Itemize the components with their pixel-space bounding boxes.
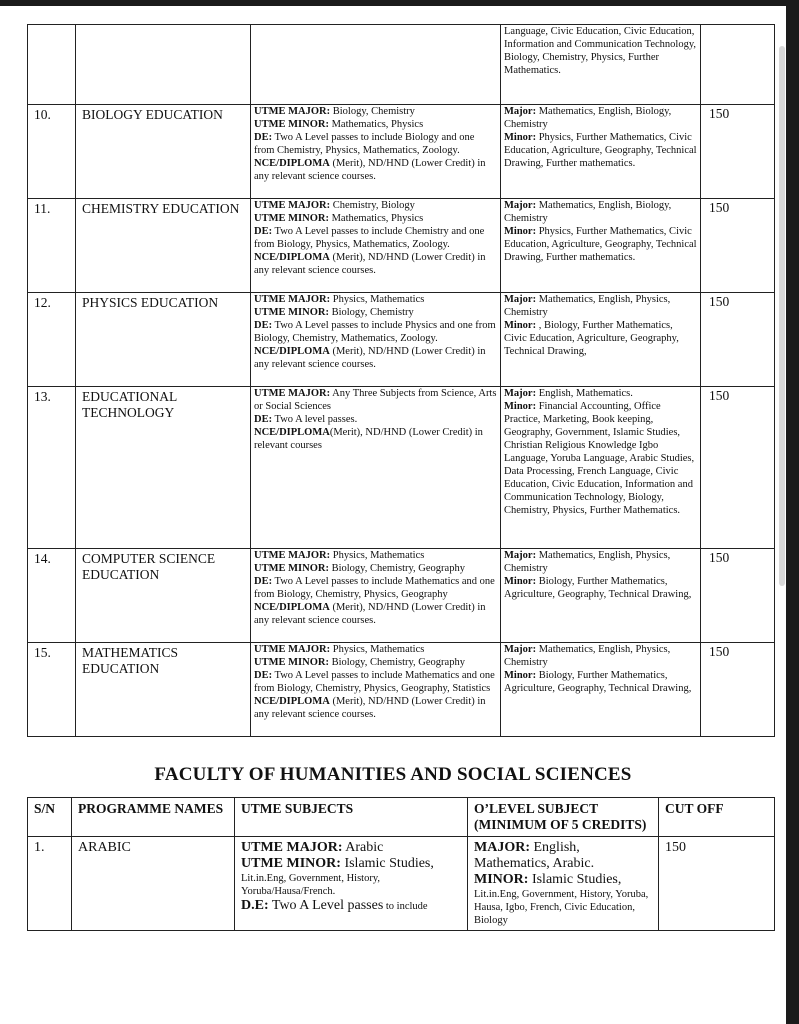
olevel-text: English, Mathematics. (536, 388, 633, 399)
utme-label: NCE/DIPLOMA (254, 696, 330, 707)
utme-text: Physics, Mathematics (330, 644, 425, 655)
utme-text: Two A Level passes to include Biology and one from Chemistry, Physics, Mathematics, Zoology. (254, 132, 475, 156)
utme-line (254, 601, 497, 627)
row-sn: 13. (28, 387, 76, 549)
utme-label: UTME MINOR: (254, 657, 329, 668)
programmes-table-education (27, 24, 775, 737)
utme-line (254, 225, 497, 251)
row-cutoff: 150 (701, 643, 775, 737)
row-utme (251, 293, 501, 387)
olevel-line (504, 549, 697, 575)
olevel-text: Mathematics, English, Biology, Chemistry (504, 200, 672, 224)
table-header-row (28, 798, 775, 837)
utme-text: Two A Level passes to include Mathematics and one from Biology, Chemistry, Physics, Geography (254, 576, 495, 600)
ol-major-text: English, Mathematics, Arabic. (474, 840, 595, 871)
utme-text: (Merit), ND/HND (Lower Credit) in any relevant science courses. (254, 696, 486, 720)
row-olevel (501, 549, 701, 643)
olevel-line (504, 293, 697, 319)
row-utme (251, 105, 501, 199)
utme-text: (Merit), ND/HND (Lower Credit) in any relevant science courses. (254, 602, 486, 626)
olevel-text: Physics, Further Mathematics, Civic Education, Agriculture, Geography, Technical Drawing, Further mathematics. (504, 226, 697, 263)
olevel-label: Major: (504, 550, 537, 561)
utme-line (254, 345, 497, 371)
utme-text: Any Three Subjects from Science, Arts or Social Sciences (254, 388, 497, 412)
olevel-line (504, 575, 697, 601)
utme-major-text: Arabic (342, 840, 384, 855)
utme-text: Physics, Mathematics (330, 550, 425, 561)
olevel-label: Minor: (504, 670, 537, 681)
utme-text: Physics, Mathematics (330, 294, 425, 305)
olevel-label: Minor: (504, 226, 537, 237)
row-programme: ARABIC (72, 837, 235, 931)
utme-text: Two A Level passes to include Chemistry and one from Biology, Physics, Mathematics, Zoology. (254, 226, 485, 250)
row-olevel (501, 293, 701, 387)
row-sn: 14. (28, 549, 76, 643)
de-label: D.E: (241, 898, 269, 913)
utme-line (254, 656, 497, 669)
olevel-label: Major: (504, 388, 537, 399)
row-cutoff: 150 (659, 837, 775, 931)
utme-label: NCE/DIPLOMA (254, 346, 330, 357)
row-cutoff: 150 (701, 105, 775, 199)
utme-label: UTME MAJOR: (254, 200, 331, 211)
row-sn: 12. (28, 293, 76, 387)
table-row (28, 643, 775, 737)
row-olevel (501, 105, 701, 199)
utme-label: UTME MAJOR: (254, 388, 331, 399)
header-programme: PROGRAMME NAMES (72, 798, 235, 837)
utme-line (254, 319, 497, 345)
row-utme (251, 25, 501, 105)
ol-minor-subjects: Lit.in.Eng, Government, History, Yoruba, Hausa, Igbo, French, Civic Education, Biology (474, 889, 649, 926)
olevel-line (504, 105, 697, 131)
row-cutoff: 150 (701, 293, 775, 387)
header-cutoff: CUT OFF (659, 798, 775, 837)
utme-text: Two A Level passes to include Mathematics and one from Biology, Chemistry, Physics, Geography, Statistics (254, 670, 495, 694)
row-olevel (501, 199, 701, 293)
utme-label: UTME MINOR: (254, 119, 329, 130)
olevel-line (504, 131, 697, 170)
row-programme: BIOLOGY EDUCATION (76, 105, 251, 199)
row-programme: CHEMISTRY EDUCATION (76, 199, 251, 293)
row-programme: COMPUTER SCIENCE EDUCATION (76, 549, 251, 643)
utme-line (254, 426, 497, 452)
utme-line (254, 306, 497, 319)
olevel-text: , Biology, Further Mathematics, Civic Education, Agriculture, Geography, Technical Drawing, (504, 320, 679, 357)
ol-minor-label: MINOR: (474, 872, 529, 887)
scrollbar[interactable] (779, 46, 785, 586)
utme-line (254, 293, 497, 306)
utme-label: NCE/DIPLOMA (254, 427, 330, 438)
row-programme: MATHEMATICS EDUCATION (76, 643, 251, 737)
utme-line (254, 105, 497, 118)
olevel-line (504, 225, 697, 264)
header-olevel: O’LEVEL SUBJECT (MINIMUM OF 5 CREDITS) (468, 798, 659, 837)
olevel-label: Major: (504, 200, 537, 211)
olevel-label: Minor: (504, 132, 537, 143)
olevel-line (504, 669, 697, 695)
row-cutoff (701, 25, 775, 105)
utme-text: Biology, Chemistry (328, 307, 414, 318)
row-olevel (501, 25, 701, 105)
utme-line (254, 212, 497, 225)
table-row (28, 549, 775, 643)
olevel-label: Minor: (504, 401, 537, 412)
utme-label: DE: (254, 670, 273, 681)
row-olevel (468, 837, 659, 931)
utme-label: UTME MAJOR: (254, 644, 331, 655)
olevel-line (504, 199, 697, 225)
row-olevel (501, 387, 701, 549)
utme-line (254, 251, 497, 277)
utme-line (254, 118, 497, 131)
olevel-text: Mathematics, English, Biology, Chemistry (504, 106, 672, 130)
row-utme (251, 643, 501, 737)
row-programme (76, 25, 251, 105)
olevel-text: Mathematics, English, Physics, Chemistry (504, 294, 671, 318)
utme-text: (Merit), ND/HND (Lower Credit) in any relevant science courses. (254, 158, 486, 182)
utme-line (254, 643, 497, 656)
utme-label: NCE/DIPLOMA (254, 252, 330, 263)
table-row (28, 387, 775, 549)
olevel-line (504, 387, 697, 400)
utme-line (254, 387, 497, 413)
olevel-text: Physics, Further Mathematics, Civic Education, Agriculture, Geography, Technical Drawing, Further mathematics. (504, 132, 697, 169)
row-cutoff: 150 (701, 549, 775, 643)
olevel-line (504, 643, 697, 669)
utme-label: UTME MINOR: (254, 563, 329, 574)
utme-line (254, 199, 497, 212)
olevel-label: Major: (504, 294, 537, 305)
row-utme (251, 549, 501, 643)
utme-text: (Merit), ND/HND (Lower Credit) in relevant courses (254, 427, 483, 451)
ol-major-label: MAJOR: (474, 840, 530, 855)
olevel-line (504, 25, 697, 77)
olevel-label: Minor: (504, 576, 537, 587)
row-utme (251, 199, 501, 293)
utme-label: UTME MAJOR: (254, 550, 331, 561)
utme-text: Mathematics, Physics (328, 119, 424, 130)
table-row (28, 837, 775, 931)
row-sn: 11. (28, 199, 76, 293)
utme-text: Biology, Chemistry (330, 106, 415, 117)
utme-minor-label: UTME MINOR: (241, 856, 341, 871)
row-utme (235, 837, 468, 931)
row-programme: EDUCATIONAL TECHNOLOGY (76, 387, 251, 549)
utme-line (254, 413, 497, 426)
table-row (28, 25, 775, 105)
utme-label: DE: (254, 414, 273, 425)
olevel-text: Mathematics, English, Physics, Chemistry (504, 644, 671, 668)
utme-text: Biology, Chemistry, Geography (328, 657, 465, 668)
utme-line (254, 131, 497, 157)
row-olevel (501, 643, 701, 737)
table-row (28, 105, 775, 199)
utme-label: UTME MINOR: (254, 307, 329, 318)
utme-line (254, 695, 497, 721)
olevel-label: Minor: (504, 320, 537, 331)
utme-line (254, 575, 497, 601)
utme-line (254, 669, 497, 695)
row-sn: 10. (28, 105, 76, 199)
utme-line (254, 157, 497, 183)
utme-label: NCE/DIPLOMA (254, 158, 330, 169)
utme-minor-text: Islamic Studies, (340, 856, 434, 871)
utme-text: (Merit), ND/HND (Lower Credit) in any relevant science courses. (254, 346, 486, 370)
olevel-line (504, 400, 697, 517)
header-utme: UTME SUBJECTS (235, 798, 468, 837)
utme-major-label: UTME MAJOR: (241, 840, 343, 855)
row-sn (28, 25, 76, 105)
row-sn: 15. (28, 643, 76, 737)
row-cutoff: 150 (701, 199, 775, 293)
utme-label: DE: (254, 132, 273, 143)
utme-label: DE: (254, 320, 273, 331)
olevel-line (504, 319, 697, 358)
utme-label: DE: (254, 226, 273, 237)
utme-label: DE: (254, 576, 273, 587)
header-sn: S/N (28, 798, 72, 837)
utme-line (254, 562, 497, 575)
olevel-label: Major: (504, 106, 537, 117)
olevel-text: Biology, Further Mathematics, Agriculture, Geography, Technical Drawing, (504, 670, 692, 694)
utme-text: Two A Level passes to include Physics and one from Biology, Chemistry, Mathematics, Zoology. (254, 320, 496, 344)
utme-text: Two A level passes. (272, 414, 358, 425)
utme-text: (Merit), ND/HND (Lower Credit) in any relevant science courses. (254, 252, 486, 276)
olevel-label: Major: (504, 644, 537, 655)
row-cutoff: 150 (701, 387, 775, 549)
table-row (28, 293, 775, 387)
row-utme (251, 387, 501, 549)
de-text-small: to include (383, 901, 428, 912)
ol-minor-text: Islamic Studies, (528, 872, 622, 887)
olevel-text: Financial Accounting, Office Practice, Marketing, Book keeping, Geography, Government, Islamic Studies, Christian Religious Knowledge Igbo Language, Yoruba Language, Arabic Studies, Data Processing, French Language, Civic Education, Civic Education, Information and Communication Technology, Biology, Chemistry, Physics, Further Mathematics. (504, 401, 695, 516)
utme-label: UTME MAJOR: (254, 294, 331, 305)
faculty-heading: FACULTY OF HUMANITIES AND SOCIAL SCIENCES (154, 764, 632, 785)
utme-label: UTME MINOR: (254, 213, 329, 224)
utme-label: NCE/DIPLOMA (254, 602, 330, 613)
utme-text: Chemistry, Biology (330, 200, 415, 211)
document-page (0, 6, 786, 1024)
olevel-text: Biology, Further Mathematics, Agriculture, Geography, Technical Drawing, (504, 576, 692, 600)
olevel-text: Language, Civic Education, Civic Education, Information and Communication Technology, Biology, Chemistry, Physics, Further Mathematics. (504, 26, 697, 76)
de-text: Two A Level passes (268, 898, 384, 913)
utme-label: UTME MAJOR: (254, 106, 331, 117)
utme-minor-subjects: Lit.in.Eng, Government, History, Yoruba/Hausa/French. (241, 873, 381, 897)
row-programme: PHYSICS EDUCATION (76, 293, 251, 387)
row-sn: 1. (28, 837, 72, 931)
utme-text: Biology, Chemistry, Geography (328, 563, 465, 574)
utme-line (254, 549, 497, 562)
utme-text: Mathematics, Physics (328, 213, 424, 224)
programmes-table-humanities (27, 797, 775, 931)
table-row (28, 199, 775, 293)
olevel-text: Mathematics, English, Physics, Chemistry (504, 550, 671, 574)
